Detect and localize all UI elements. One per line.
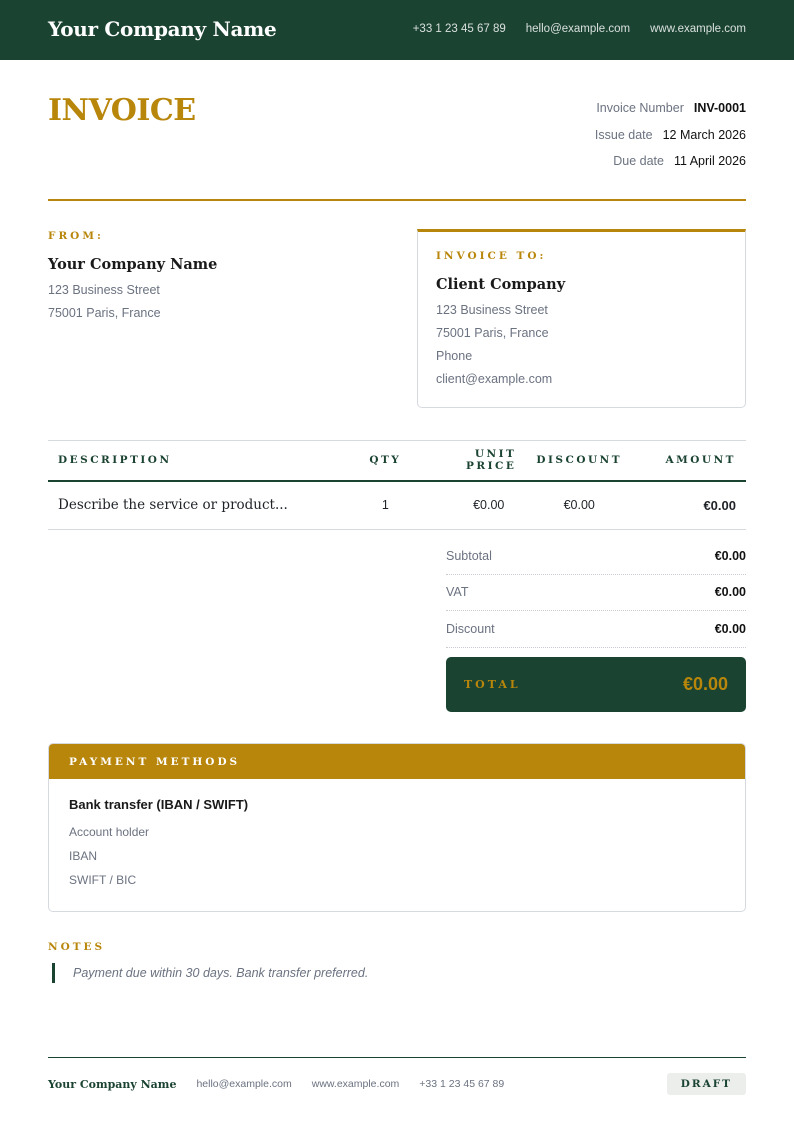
meta-due-date [595,154,746,181]
item-description: Describe the service or product... [48,481,347,530]
meta-value: INV-0001 [693,101,746,115]
notes-label: NOTES [48,941,106,953]
from-label: FROM: [48,230,104,242]
header-website: www.example.com [650,23,746,35]
line-items-table [48,440,746,530]
summary-discount [446,611,746,648]
table-header-row [48,441,746,481]
col-description: DESCRIPTION [48,441,347,481]
meta-issue-date [595,128,746,155]
to-line: Phone [436,349,473,363]
total-label: TOTAL [464,677,521,691]
divider [48,199,746,201]
meta-value: 11 April 2026 [673,154,746,168]
meta-label: Invoice Number [596,101,684,115]
table-row [48,481,746,530]
payment-field: SWIFT / BIC [69,873,137,887]
payment-header [49,744,745,779]
summary-value: €0.00 [714,548,746,563]
item-discount: €0.00 [526,481,632,530]
summary-label: Subtotal [446,548,492,563]
footer-divider [48,1057,746,1058]
payment-title: PAYMENT METHODS [69,755,241,768]
invoice-to-card [417,229,746,408]
summary-value: €0.00 [714,585,746,600]
col-discount: DISCOUNT [526,441,632,481]
to-label: INVOICE TO: [436,250,547,262]
footer-company-name: Your Company Name [48,1077,177,1091]
footer [48,1073,746,1095]
summary-value: €0.00 [714,621,746,636]
meta-invoice-number [595,101,746,128]
invoice-title: INVOICE [48,93,196,128]
status-badge: DRAFT [667,1073,746,1095]
col-amount: AMOUNT [632,441,746,481]
to-line: client@example.com [436,372,553,386]
from-address [48,279,388,325]
payment-field: Account holder [69,825,150,839]
summary-vat [446,575,746,612]
notes-section [48,941,746,983]
header-email: hello@example.com [525,23,631,35]
payment-methods-card [48,743,746,912]
total-value: €0.00 [682,673,728,694]
notes-text: Payment due within 30 days. Bank transfer preferred. [52,963,746,983]
header-company-name: Your Company Name [48,17,277,41]
footer-phone: +33 1 23 45 67 89 [419,1078,505,1090]
totals-summary [446,538,746,712]
to-name: Client Company [436,276,566,293]
address-line: 123 Business Street [48,283,160,297]
summary-label: Discount [446,621,495,636]
address-line: 75001 Paris, France [48,306,161,320]
payment-field: IBAN [69,849,98,863]
summary-subtotal [446,538,746,575]
from-name: Your Company Name [48,256,218,273]
summary-label: VAT [446,585,469,600]
to-line: 123 Business Street [436,303,548,317]
payment-fields [69,820,725,892]
payment-body [49,779,745,910]
footer-website: www.example.com [311,1078,400,1090]
item-unit-price: €0.00 [423,481,526,530]
company-header-bar [0,0,794,60]
meta-label: Due date [613,154,664,168]
header-phone: +33 1 23 45 67 89 [412,23,506,35]
invoice-meta [595,101,746,181]
item-qty: 1 [347,481,423,530]
item-amount: €0.00 [632,481,746,530]
col-unit-price: UNIT PRICE [423,441,526,481]
payment-method-name: Bank transfer (IBAN / SWIFT) [69,797,249,812]
to-line: 75001 Paris, France [436,326,549,340]
to-details [436,299,727,391]
header-contacts [413,23,746,35]
meta-value: 12 March 2026 [662,127,746,142]
meta-label: Issue date [594,127,653,142]
col-qty: QTY [347,441,423,481]
from-section [48,230,388,325]
footer-email: hello@example.com [196,1078,292,1090]
total-box [446,657,746,712]
